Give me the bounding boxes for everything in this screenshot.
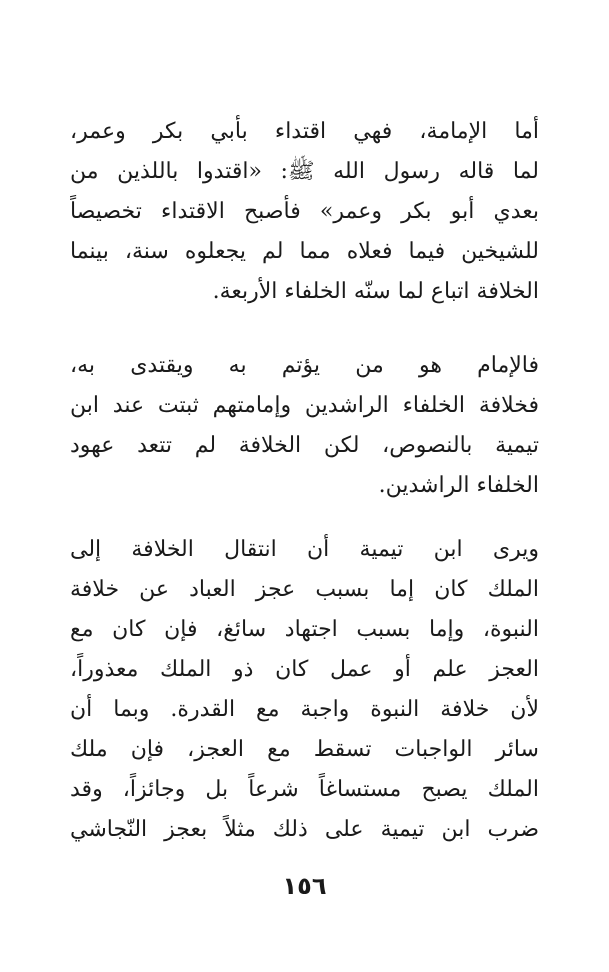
book-page [70, 0, 539, 972]
text-line: بعدي أبو بكر وعمر» فأصبح الاقتداء تخصيصاً [70, 199, 539, 224]
text-line: سائر الواجبات تسقط مع العجز، فإن ملك [70, 737, 539, 762]
text-line: لأن خلافة النبوة واجبة مع القدرة. وبما أن [70, 697, 539, 722]
text-line: لما قاله رسول الله ﷺ: «اقتدوا باللذين من [70, 159, 539, 184]
text-line: العجز علم أو عمل كان ذو الملك معذوراً، [70, 657, 539, 682]
text-line: الخلافة اتباع لما سنّه الخلفاء الأربعة. [212, 279, 539, 304]
text-line: تيمية بالنصوص، لكن الخلافة لم تتعد عهود [70, 433, 539, 458]
text-line: للشيخين فيما فعلاه مما لم يجعلوه سنة، بينما [70, 239, 539, 264]
page-number: ١٥٦ [282, 872, 327, 900]
text-line: ويرى ابن تيمية أن انتقال الخلافة إلى [70, 537, 539, 562]
text-line: فالإمام هو من يؤتم به ويقتدى به، [70, 353, 539, 378]
text-line: فخلافة الخلفاء الراشدين وإمامتهم ثبتت عند ابن [70, 393, 539, 418]
paragraph-caliphate-to-kingship [70, 530, 539, 850]
text-line: ضرب ابن تيمية على ذلك مثلاً بعجز النّجاشي [70, 817, 539, 842]
paragraph-imam-definition [70, 346, 539, 506]
text-line: النبوة، وإما بسبب اجتهاد سائغ، فإن كان مع [70, 617, 539, 642]
text-line: الملك كان إما بسبب عجز العباد عن خلافة [70, 577, 539, 602]
text-line: الخلفاء الراشدين. [378, 473, 539, 498]
paragraph-imamah [70, 112, 539, 312]
text-line: الملك يصبح مستساغاً شرعاً بل وجائزاً، وقد [70, 777, 539, 802]
text-line: أما الإمامة، فهي اقتداء بأبي بكر وعمر، [70, 119, 539, 144]
